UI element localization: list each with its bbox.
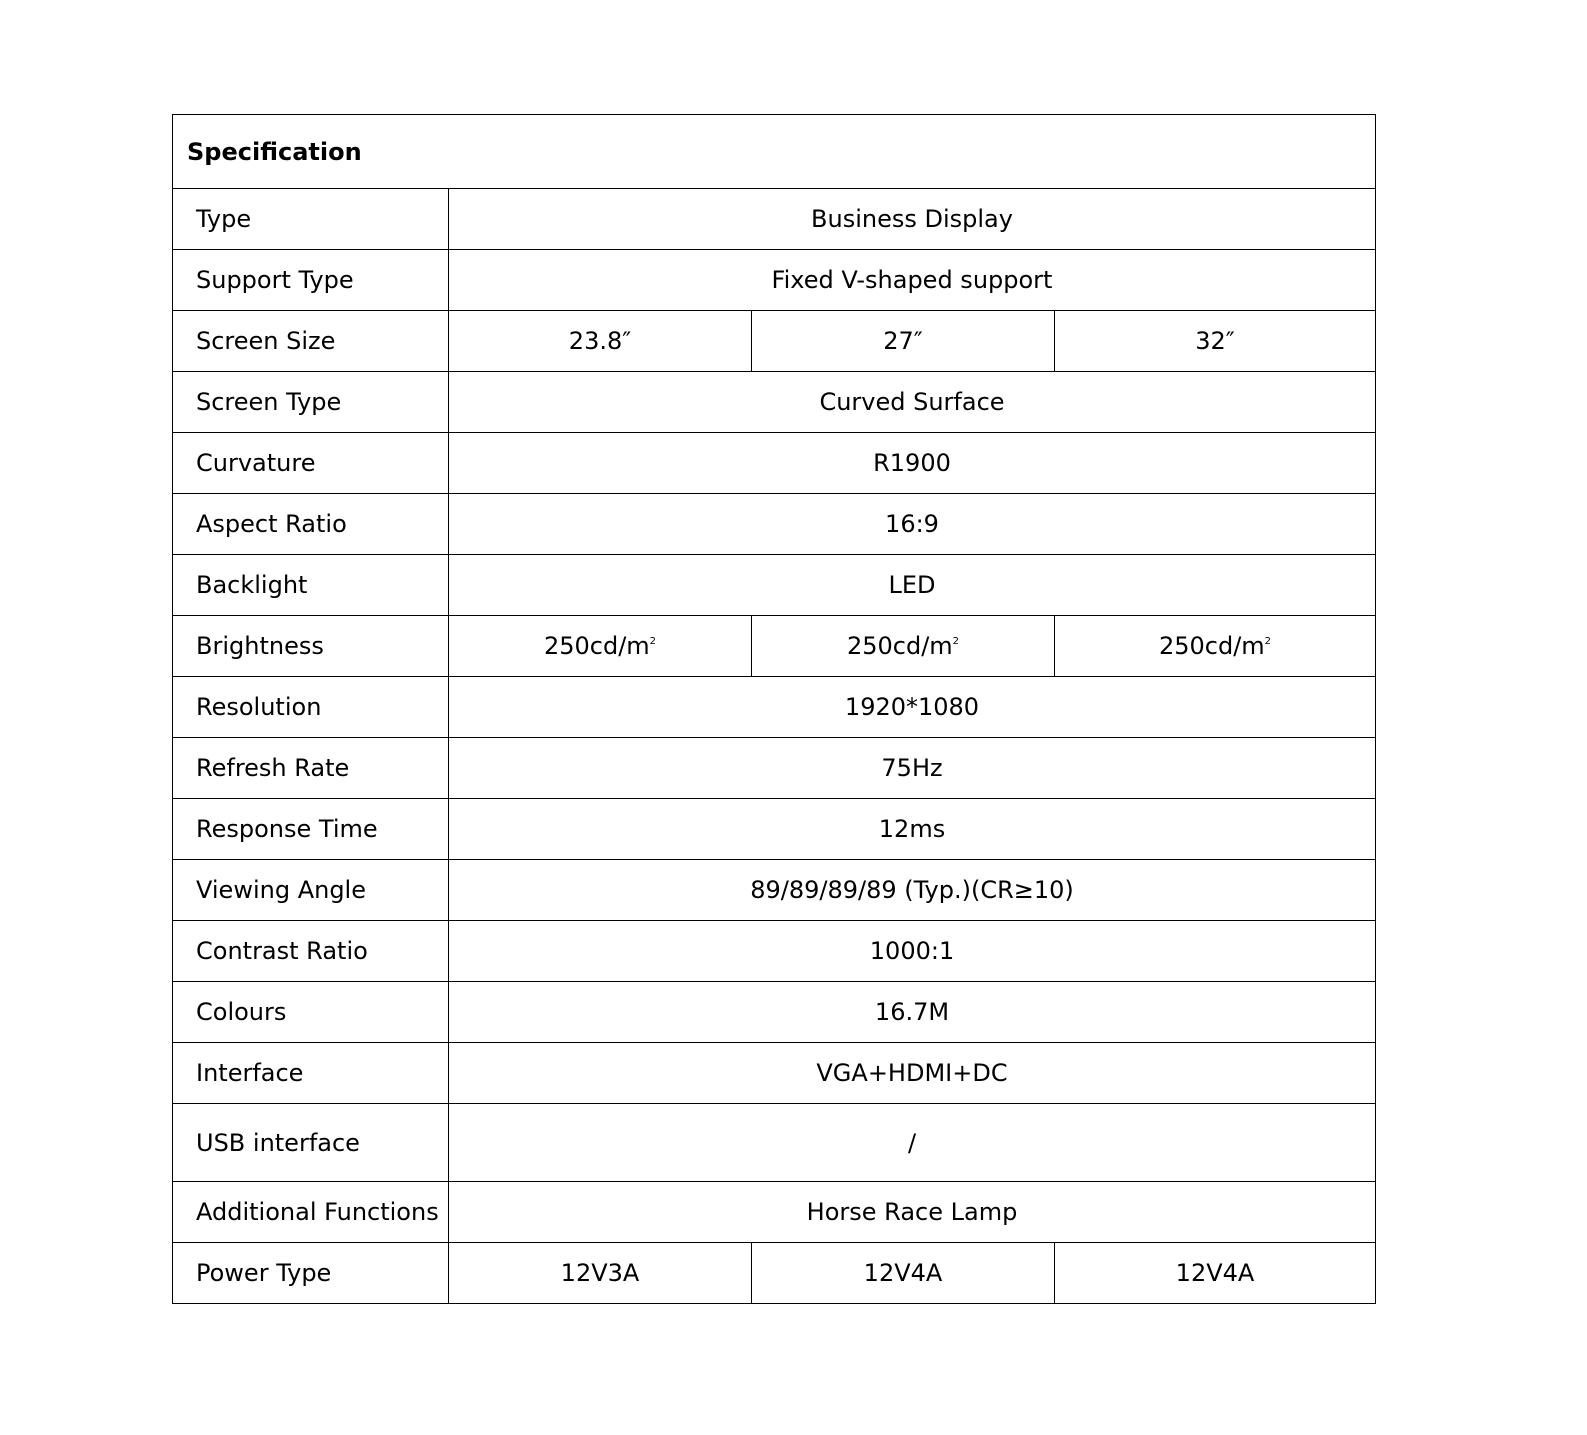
- spec-value: 27″: [752, 311, 1055, 372]
- spec-value: 23.8″: [449, 311, 752, 372]
- table-row: [173, 311, 1376, 372]
- spec-value: 12V3A: [449, 1243, 752, 1304]
- table-row: [173, 921, 1376, 982]
- spec-value: 16:9: [449, 494, 1376, 555]
- spec-label: Viewing Angle: [173, 860, 449, 921]
- spec-label: Refresh Rate: [173, 738, 449, 799]
- table-row: [173, 189, 1376, 250]
- spec-label: Screen Type: [173, 372, 449, 433]
- spec-value: 1000:1: [449, 921, 1376, 982]
- spec-label: Additional Functions: [173, 1182, 449, 1243]
- spec-value: 32″: [1055, 311, 1376, 372]
- spec-value: $250cd/m^2$: [752, 616, 1055, 677]
- spec-value: 75Hz: [449, 738, 1376, 799]
- spec-value: /: [449, 1104, 1376, 1182]
- spec-label: Screen Size: [173, 311, 449, 372]
- table-row: [173, 982, 1376, 1043]
- table-row: [173, 250, 1376, 311]
- spec-label: USB interface: [173, 1104, 449, 1182]
- table-row: [173, 616, 1376, 677]
- specification-table: [172, 114, 1376, 1304]
- table-row: [173, 677, 1376, 738]
- spec-value: 12ms: [449, 799, 1376, 860]
- table-row: [173, 738, 1376, 799]
- spec-label: Type: [173, 189, 449, 250]
- spec-label: Response Time: [173, 799, 449, 860]
- spec-value: $250cd/m^2$: [1055, 616, 1376, 677]
- table-row: [173, 1243, 1376, 1304]
- table-row: [173, 1182, 1376, 1243]
- specification-heading: Specification: [173, 115, 1376, 189]
- spec-value: Business Display: [449, 189, 1376, 250]
- spec-label: Brightness: [173, 616, 449, 677]
- spec-label: Resolution: [173, 677, 449, 738]
- spec-label: Power Type: [173, 1243, 449, 1304]
- table-row: [173, 372, 1376, 433]
- table-row: [173, 494, 1376, 555]
- spec-label: Interface: [173, 1043, 449, 1104]
- spec-value: 1920*1080: [449, 677, 1376, 738]
- table-header-row: [173, 115, 1376, 189]
- spec-value: LED: [449, 555, 1376, 616]
- spec-label: Aspect Ratio: [173, 494, 449, 555]
- spec-value: 89/89/89/89 (Typ.)(CR≥10): [449, 860, 1376, 921]
- table-row: [173, 860, 1376, 921]
- spec-value: Curved Surface: [449, 372, 1376, 433]
- spec-label: Curvature: [173, 433, 449, 494]
- table-row: [173, 1043, 1376, 1104]
- spec-value: 16.7M: [449, 982, 1376, 1043]
- table-row: [173, 433, 1376, 494]
- table-row: [173, 799, 1376, 860]
- spec-value: VGA+HDMI+DC: [449, 1043, 1376, 1104]
- spec-value: 12V4A: [1055, 1243, 1376, 1304]
- specification-table-body: [173, 115, 1376, 1304]
- table-row: [173, 1104, 1376, 1182]
- spec-value: Horse Race Lamp: [449, 1182, 1376, 1243]
- spec-label: Colours: [173, 982, 449, 1043]
- spec-value: R1900: [449, 433, 1376, 494]
- spec-label: Backlight: [173, 555, 449, 616]
- table-row: [173, 555, 1376, 616]
- spec-value: 12V4A: [752, 1243, 1055, 1304]
- spec-value: $250cd/m^2$: [449, 616, 752, 677]
- spec-label: Support Type: [173, 250, 449, 311]
- spec-label: Contrast Ratio: [173, 921, 449, 982]
- spec-value: Fixed V-shaped support: [449, 250, 1376, 311]
